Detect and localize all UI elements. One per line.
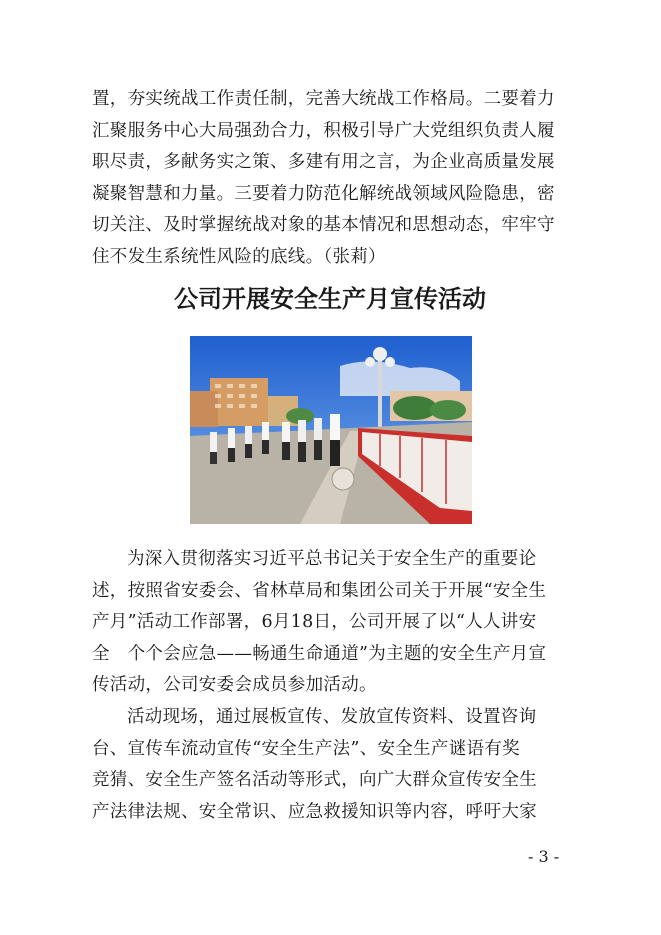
lamp-head <box>373 347 387 361</box>
text-line: 切关注、及时掌握统战对象的基本情况和思想动态，牢牢守 <box>92 215 555 236</box>
text-line: 产法律法规、安全常识、应急救援知识等内容，呼吁大家 <box>92 801 537 822</box>
text-line: 述，按照省安委会、省林草局和集团公司关于开展“安全生 <box>92 580 547 601</box>
text-line: 汇聚服务中心大局强劲合力，积极引导广大党组织负责人履 <box>92 120 555 141</box>
text-line: 职尽责，多献务实之策、多建有用之言，为企业高质量发展 <box>92 152 555 173</box>
text-line: 置，夯实统战工作责任制，完善大统战工作格局。二要着力 <box>92 89 555 109</box>
page-number: - 3 - <box>528 847 560 866</box>
building <box>190 391 218 427</box>
event-photo <box>190 336 472 524</box>
article-title: 公司开展安全生产月宣传活动 <box>174 285 486 313</box>
paragraph-activity <box>92 702 568 828</box>
text-line: 产月”活动工作部署，6月18日，公司开展了以“人人讲安 <box>92 612 537 633</box>
tree <box>430 400 466 420</box>
text-line: 为深入贯彻落实习近平总书记关于安全生产的重要论 <box>127 549 537 569</box>
paragraph-continued <box>92 84 568 274</box>
text-line: 台、宣传车流动宣传“安全生产法”、安全生产谜语有奖 <box>92 738 520 759</box>
text-line: 住不发生系统性风险的底线。（张莉） <box>92 246 386 267</box>
street-scene-image <box>190 336 472 524</box>
paragraph-intro <box>92 544 568 702</box>
text-line: 活动现场，通过展板宣传、发放宣传资料、设置咨询 <box>127 707 537 727</box>
text-line: 传活动，公司安委会成员参加活动。 <box>92 675 377 696</box>
text-line: 凝聚智慧和力量。三要着力防范化解统战领域风险隐患，密 <box>92 183 555 204</box>
text-line: 竞猜、安全生产签名活动等形式，向广大群众宣传安全生 <box>92 770 537 791</box>
stone-bollard <box>332 468 354 490</box>
text-line: 全 个个会应急——畅通生命通道”为主题的安全生产月宣 <box>92 643 547 664</box>
